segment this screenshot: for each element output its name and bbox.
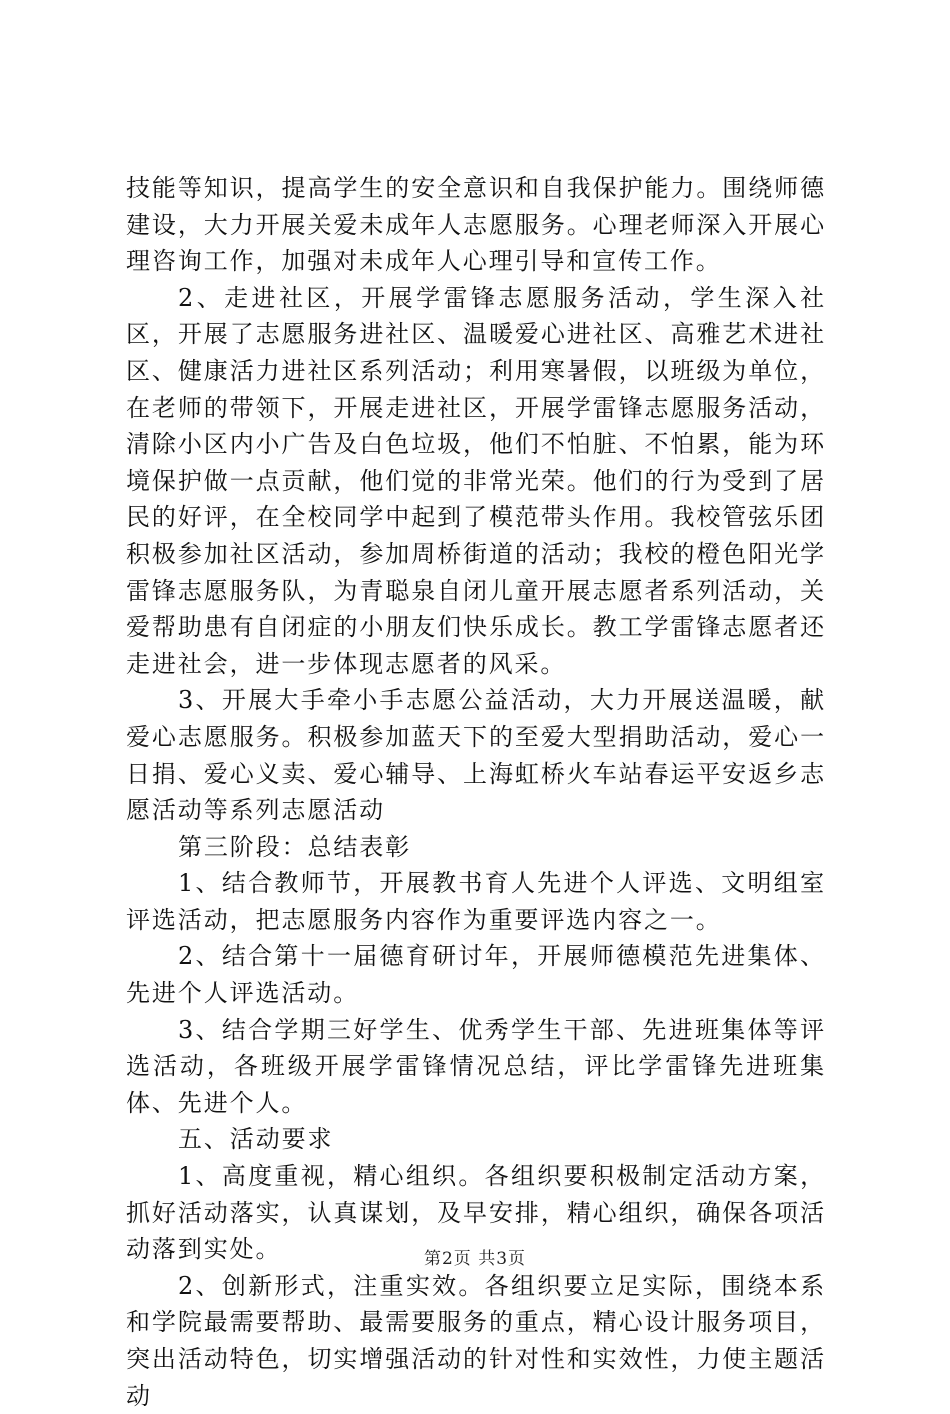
paragraph-item-3-semester: 3、结合学期三好学生、优秀学生干部、先进班集体等评选活动，各班级开展学雷锋情况总结，评比学雷锋先进班集体、先进个人。 (126, 1015, 826, 1117)
paragraph-item-1-teachers-day: 1、结合教师节，开展教书育人先进个人评选、文明组室评选活动，把志愿服务内容作为重要评选内容之一。 (126, 869, 826, 934)
paragraph-requirement-1: 1、高度重视，精心组织。各组织要积极制定活动方案，抓好活动落实，认真谋划，及早安排，精心组织，确保各项活动落到实处。 (126, 1162, 826, 1264)
paragraph-requirement-2: 2、创新形式，注重实效。各组织要立足实际，围绕本系和学院最需要帮助、最需要服务的重点，精心设计服务项目，突出活动特色，切实增强活动的针对性和实效性，力使主题活动 (126, 1271, 826, 1410)
section-heading-stage-three: 第三阶段：总结表彰 (178, 832, 412, 861)
paragraph-continuation: 技能等知识，提高学生的安全意识和自我保护能力。围绕师德建设，大力开展关爱未成年人志愿服务。心理老师深入开展心理咨询工作，加强对未成年人心理引导和宣传工作。 (126, 174, 826, 276)
paragraph-item-3-charity: 3、开展大手牵小手志愿公益活动，大力开展送温暖，献爱心志愿服务。积极参加蓝天下的至爱大型捐助活动，爱心一日捐、爱心义卖、爱心辅导、上海虹桥火车站春运平安返乡志愿活动等系列志愿活动 (126, 686, 826, 825)
page-number-footer: 第2页 共3页 (423, 1249, 527, 1269)
section-heading-requirements: 五、活动要求 (178, 1125, 334, 1154)
paragraph-item-2-community: 2、走进社区，开展学雷锋志愿服务活动，学生深入社区，开展了志愿服务进社区、温暖爱心进社区、高雅艺术进社区、健康活力进社区系列活动；利用寒暑假，以班级为单位，在老师的带领下，开展走进社区，开展学雷锋志愿服务活动，清除小区内小广告及白色垃圾，他们不怕脏、不怕累，能为环境保护做一点贡献，他们觉的非常光荣。他们的行为受到了居民的好评，在全校同学中起到了模范带头作用。我校管弦乐团积极参加社区活动，参加周桥街道的活动；我校的橙色阳光学雷锋志愿服务队，为青聪泉自闭儿童开展志愿者系列活动，关爱帮助患有自闭症的小朋友们快乐成长。教工学雷锋志愿者还走进社会，进一步体现志愿者的风采。 (126, 283, 826, 678)
paragraph-item-2-seminar: 2、结合第十一届德育研讨年，开展师德模范先进集体、先进个人评选活动。 (126, 942, 826, 1008)
document-body (126, 170, 826, 1414)
